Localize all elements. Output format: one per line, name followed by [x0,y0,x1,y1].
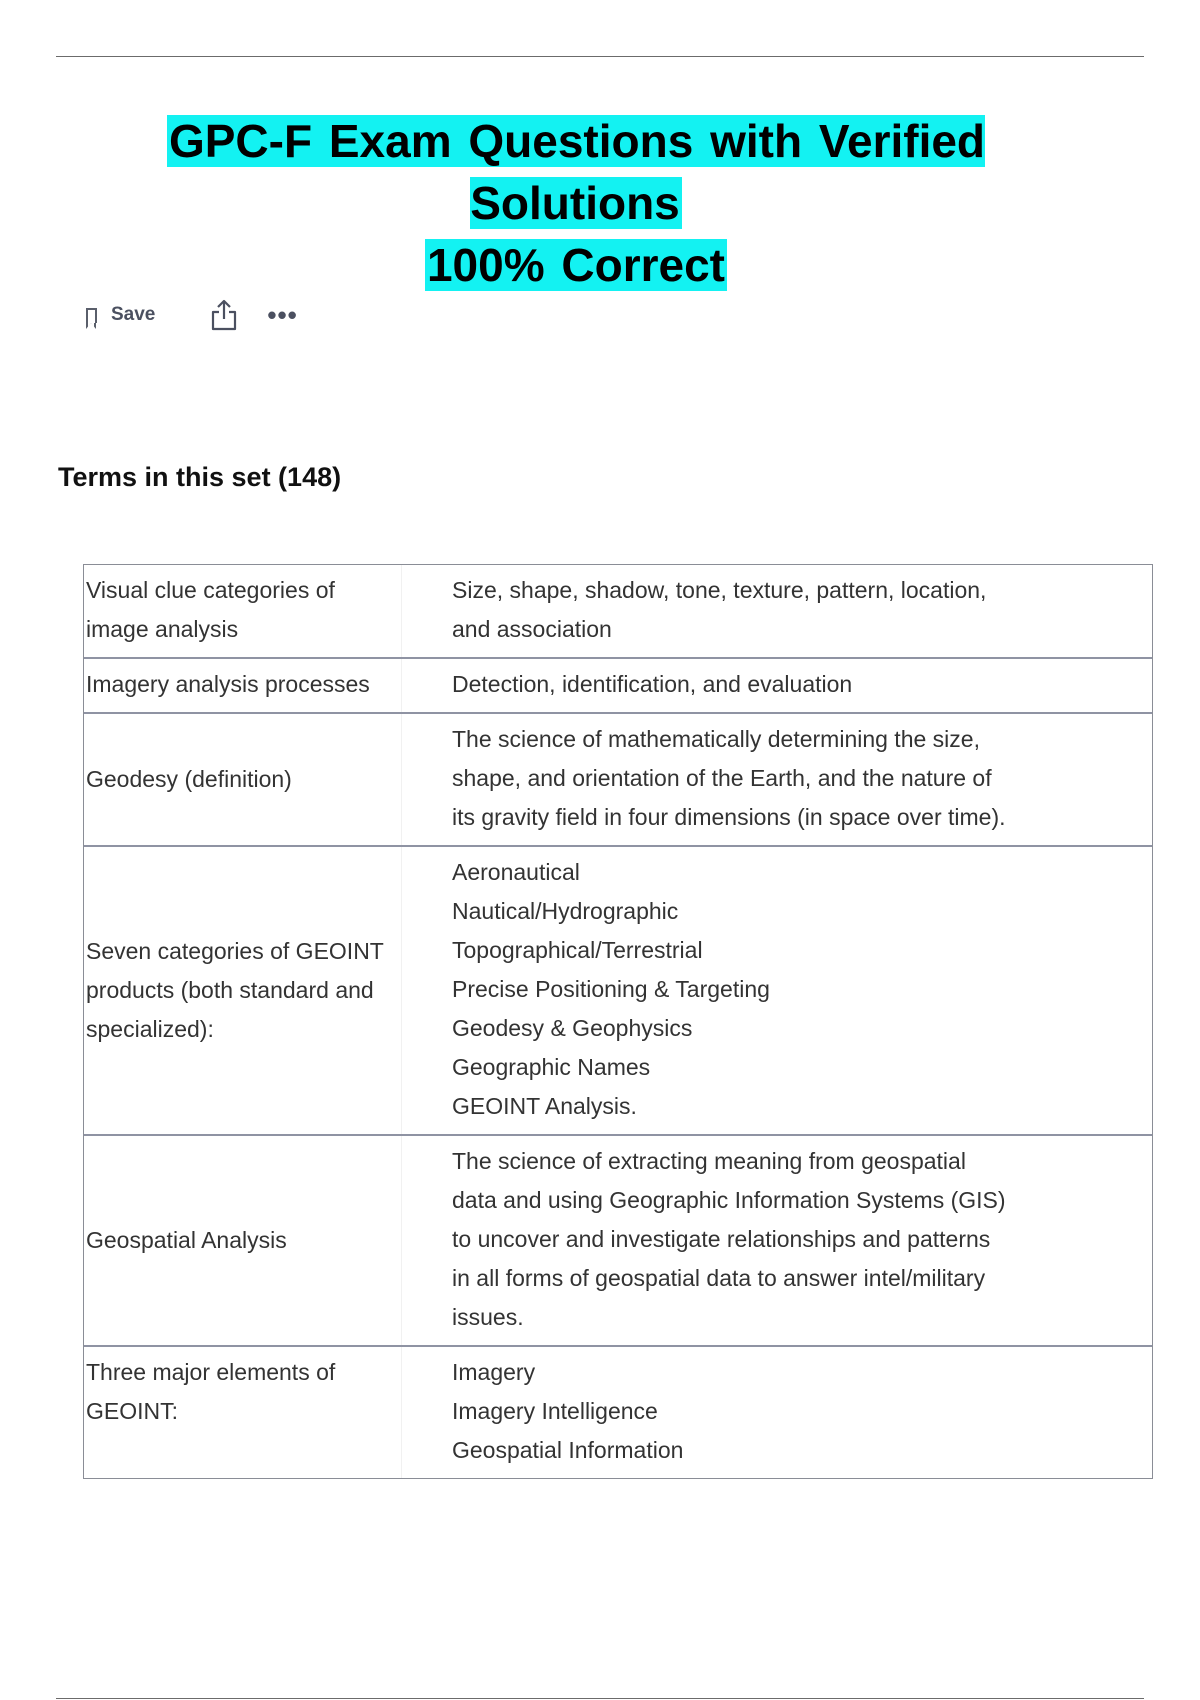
definition-text [402,714,1152,845]
definition-line: Topographical/Terrestrial [452,937,703,963]
definition-line: to uncover and investigate relationships and patterns [452,1226,991,1252]
more-icon[interactable]: ••• [267,300,298,330]
set-toolbar [86,298,298,332]
definition-text [402,1136,1152,1345]
definition-line: issues. [452,1304,524,1330]
definition-line: in all forms of geospatial data to answer intel/military [452,1265,986,1291]
term-row [84,1345,1152,1478]
definition-line: The science of extracting meaning from geospatial [452,1148,966,1174]
term-row [84,845,1152,1134]
term-row [84,565,1152,657]
definition-line: Geospatial Information [452,1437,684,1463]
definition-line: The science of mathematically determining the size, [452,726,980,752]
bottom-rule [56,1698,1144,1699]
share-icon[interactable] [209,298,239,332]
definition-line: Nautical/Hydrographic [452,898,679,924]
definition-text [402,565,1152,657]
bookmark-icon [86,308,97,323]
definition-line: GEOINT Analysis. [452,1093,637,1119]
definition-text [402,659,1152,712]
term-row [84,657,1152,712]
term-text: Geodesy (definition) [84,714,402,845]
definition-line: Aeronautical [452,859,580,885]
definition-text [402,1347,1152,1478]
definition-line: its gravity field in four dimensions (in space over time). [452,804,1006,830]
top-rule [56,56,1144,57]
definition-line: Geographic Names [452,1054,651,1080]
term-text: Imagery analysis processes [84,659,402,712]
title-line-1: GPC-F Exam Questions with Verified Solutions [168,115,986,229]
term-row [84,712,1152,845]
term-text: Visual clue categories of image analysis [84,565,402,657]
title-line-2: 100% Correct [426,239,726,291]
definition-line: Imagery Intelligence [452,1398,658,1424]
term-text: Seven categories of GEOINT products (both standard and specialized): [84,847,402,1134]
definition-text [402,847,1152,1134]
term-text: Three major elements of GEOINT: [84,1347,402,1478]
term-row [84,1134,1152,1345]
definition-line: Imagery [452,1359,536,1385]
definition-line: Detection, identification, and evaluation [452,671,853,697]
save-label: Save [111,304,156,325]
definition-line: shape, and orientation of the Earth, and the nature of [452,765,992,791]
definition-line: data and using Geographic Information Systems (GIS) [452,1187,1006,1213]
terms-table [83,564,1153,1479]
definition-line: Precise Positioning & Targeting [452,976,770,1002]
definition-line: Size, shape, shadow, tone, texture, pattern, location, [452,577,987,603]
document-title [56,110,1096,296]
definition-line: and association [452,616,612,642]
save-button[interactable] [86,304,155,326]
terms-heading: Terms in this set (148) [58,462,342,492]
definition-line: Geodesy & Geophysics [452,1015,693,1041]
term-text: Geospatial Analysis [84,1136,402,1345]
